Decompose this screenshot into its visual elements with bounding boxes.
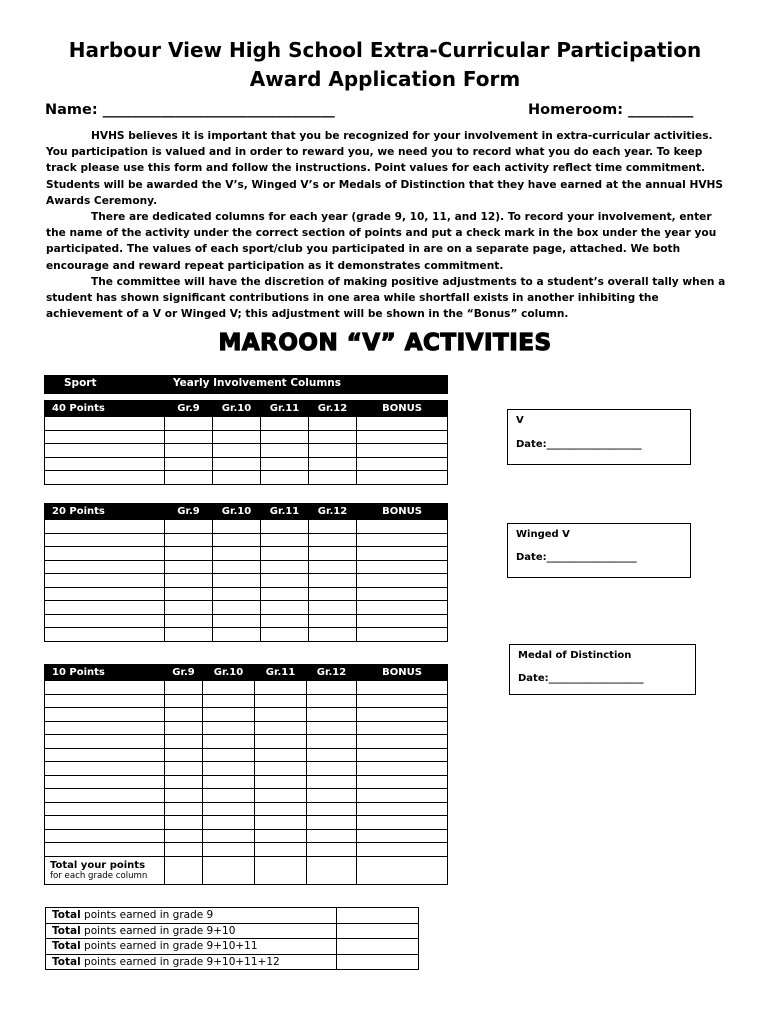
- grade-total-value-cell[interactable]: [337, 939, 419, 955]
- homeroom-field-label[interactable]: Homeroom: _________: [528, 102, 694, 118]
- activity-name-cell[interactable]: [45, 775, 165, 789]
- activity-name-cell[interactable]: [45, 829, 165, 843]
- check-cell[interactable]: [255, 721, 307, 735]
- check-cell[interactable]: [307, 802, 357, 816]
- check-cell[interactable]: [165, 789, 203, 803]
- activity-name-cell[interactable]: [45, 762, 165, 776]
- check-cell[interactable]: [203, 721, 255, 735]
- award-name: V: [516, 415, 524, 426]
- total-description: points earned in grade 9+10+11: [80, 940, 258, 953]
- check-cell[interactable]: [261, 560, 309, 574]
- check-cell[interactable]: [165, 614, 213, 628]
- check-cell[interactable]: [165, 457, 213, 471]
- check-cell[interactable]: [357, 748, 448, 762]
- check-cell[interactable]: [309, 574, 357, 588]
- check-cell[interactable]: [165, 816, 203, 830]
- check-cell[interactable]: [357, 775, 448, 789]
- check-cell[interactable]: [255, 681, 307, 695]
- award-date-field[interactable]: Date:___________________: [516, 439, 642, 450]
- check-cell[interactable]: [203, 681, 255, 695]
- check-cell[interactable]: [165, 829, 203, 843]
- check-cell[interactable]: [203, 816, 255, 830]
- points-label: 40 Points: [45, 401, 165, 417]
- check-cell[interactable]: [309, 614, 357, 628]
- sport-header: Sport: [64, 377, 97, 389]
- activity-name-cell[interactable]: [45, 614, 165, 628]
- check-cell[interactable]: [165, 533, 213, 547]
- check-cell[interactable]: [261, 471, 309, 485]
- column-header: Gr.12: [309, 504, 357, 520]
- grade-total-label: [46, 908, 337, 924]
- check-cell[interactable]: [357, 708, 448, 722]
- activity-name-cell[interactable]: [45, 721, 165, 735]
- award-box-v: [507, 409, 691, 465]
- check-cell[interactable]: [357, 471, 448, 485]
- grade-total-row: [46, 923, 419, 939]
- column-header: Gr.9: [165, 665, 203, 681]
- points-table-40: [44, 400, 448, 485]
- check-cell[interactable]: [357, 417, 448, 431]
- check-cell[interactable]: [357, 520, 448, 534]
- check-cell[interactable]: [213, 444, 261, 458]
- check-cell[interactable]: [213, 614, 261, 628]
- check-cell[interactable]: [255, 816, 307, 830]
- grade-total-row: [46, 954, 419, 970]
- check-cell[interactable]: [203, 802, 255, 816]
- title-line-1: Harbour View High School Extra-Curricular Participation: [68, 38, 702, 62]
- check-cell[interactable]: [203, 762, 255, 776]
- table-top-bar: [44, 375, 448, 394]
- check-cell[interactable]: [213, 471, 261, 485]
- check-cell[interactable]: [357, 457, 448, 471]
- yearly-involvement-header: Yearly Involvement Columns: [173, 377, 341, 389]
- column-header: BONUS: [357, 665, 448, 681]
- instructions-paragraph-1: HVHS believes it is important that you be recognized for your involvement in extra-curricular activities. You participation is valued and in order to reward you, we need you to record what you do each year. To keep track please use this form and follow the instructions. Point values for each activity reflect time commitment. Students will be awarded the V’s, Winged V’s or Medals of Distinction that they have earned at the annual HVHS Awards Ceremony.: [46, 130, 724, 207]
- check-cell[interactable]: [165, 762, 203, 776]
- check-cell[interactable]: [203, 708, 255, 722]
- activity-name-cell[interactable]: [45, 735, 165, 749]
- check-cell[interactable]: [309, 628, 357, 642]
- award-date-field[interactable]: Date:___________________: [518, 673, 644, 684]
- check-cell[interactable]: [307, 762, 357, 776]
- check-cell[interactable]: [165, 843, 203, 857]
- table-row: [45, 681, 448, 695]
- check-cell[interactable]: [357, 560, 448, 574]
- check-cell[interactable]: [307, 694, 357, 708]
- instructions-paragraph-3: The committee will have the discretion of making positive adjustments to a student’s overall tally when a student has shown significant contributions in one area while shortfall exists in another inhibiting the achievement of a V or Winged V; this adjustment will be shown in the “Bonus” column.: [46, 275, 726, 321]
- grade-total-label: [46, 939, 337, 955]
- table-row: [45, 816, 448, 830]
- check-cell[interactable]: [203, 775, 255, 789]
- name-field-label[interactable]: Name: ________________________________: [45, 102, 335, 118]
- check-cell[interactable]: [213, 560, 261, 574]
- check-cell[interactable]: [255, 829, 307, 843]
- form-title: [0, 36, 770, 94]
- check-cell[interactable]: [357, 533, 448, 547]
- award-box-winged-v: [507, 523, 691, 578]
- check-cell[interactable]: [203, 789, 255, 803]
- check-cell[interactable]: [357, 829, 448, 843]
- check-cell[interactable]: [261, 533, 309, 547]
- check-cell[interactable]: [357, 721, 448, 735]
- check-cell[interactable]: [165, 775, 203, 789]
- table-row: [45, 829, 448, 843]
- award-name: Winged V: [516, 529, 570, 540]
- activity-name-cell[interactable]: [45, 681, 165, 695]
- check-cell[interactable]: [261, 614, 309, 628]
- check-cell[interactable]: [357, 816, 448, 830]
- check-cell[interactable]: [165, 681, 203, 695]
- check-cell[interactable]: [213, 520, 261, 534]
- table-row: [45, 708, 448, 722]
- check-cell[interactable]: [203, 735, 255, 749]
- column-header: Gr.9: [165, 504, 213, 520]
- total-word: Total: [52, 940, 81, 953]
- total-word: Total: [52, 924, 81, 937]
- check-cell[interactable]: [307, 748, 357, 762]
- total-points-title: Total your points: [50, 859, 146, 871]
- column-header: BONUS: [357, 504, 448, 520]
- check-cell[interactable]: [165, 587, 213, 601]
- check-cell[interactable]: [261, 430, 309, 444]
- check-cell[interactable]: [309, 457, 357, 471]
- table-row: [45, 574, 448, 588]
- check-cell[interactable]: [255, 748, 307, 762]
- check-cell[interactable]: [307, 789, 357, 803]
- table-row: [45, 547, 448, 561]
- check-cell[interactable]: [203, 748, 255, 762]
- check-cell[interactable]: [165, 708, 203, 722]
- check-cell[interactable]: [357, 628, 448, 642]
- check-cell[interactable]: [307, 681, 357, 695]
- check-cell[interactable]: [165, 520, 213, 534]
- check-cell[interactable]: [165, 748, 203, 762]
- activity-name-cell[interactable]: [45, 520, 165, 534]
- check-cell[interactable]: [261, 601, 309, 615]
- check-cell[interactable]: [357, 735, 448, 749]
- check-cell[interactable]: [357, 614, 448, 628]
- activity-name-cell[interactable]: [45, 748, 165, 762]
- table-row: [45, 444, 448, 458]
- total-cell[interactable]: [307, 856, 357, 884]
- check-cell[interactable]: [255, 802, 307, 816]
- column-header: Gr.10: [213, 401, 261, 417]
- table-row: [45, 775, 448, 789]
- check-cell[interactable]: [357, 762, 448, 776]
- check-cell[interactable]: [357, 587, 448, 601]
- check-cell[interactable]: [307, 816, 357, 830]
- column-header: Gr.12: [309, 401, 357, 417]
- check-cell[interactable]: [165, 735, 203, 749]
- total-cell[interactable]: [255, 856, 307, 884]
- total-cell[interactable]: [203, 856, 255, 884]
- activity-name-cell[interactable]: [45, 628, 165, 642]
- check-cell[interactable]: [261, 547, 309, 561]
- section-heading: MAROON “V” ACTIVITIES: [218, 330, 552, 356]
- total-description: points earned in grade 9+10: [80, 924, 236, 937]
- column-header: Gr.10: [213, 504, 261, 520]
- check-cell[interactable]: [309, 587, 357, 601]
- check-cell[interactable]: [309, 444, 357, 458]
- table-row: [45, 762, 448, 776]
- activity-name-cell[interactable]: [45, 471, 165, 485]
- check-cell[interactable]: [213, 417, 261, 431]
- check-cell[interactable]: [165, 802, 203, 816]
- column-header: BONUS: [357, 401, 448, 417]
- check-cell[interactable]: [357, 802, 448, 816]
- check-cell[interactable]: [213, 601, 261, 615]
- check-cell[interactable]: [255, 735, 307, 749]
- check-cell[interactable]: [261, 457, 309, 471]
- check-cell[interactable]: [357, 601, 448, 615]
- grade-total-value-cell[interactable]: [337, 954, 419, 970]
- activity-name-cell[interactable]: [45, 587, 165, 601]
- table-row: [45, 735, 448, 749]
- check-cell[interactable]: [357, 789, 448, 803]
- activity-name-cell[interactable]: [45, 533, 165, 547]
- activity-name-cell[interactable]: [45, 816, 165, 830]
- check-cell[interactable]: [165, 444, 213, 458]
- check-cell[interactable]: [165, 601, 213, 615]
- check-cell[interactable]: [213, 430, 261, 444]
- total-description: points earned in grade 9: [80, 909, 214, 922]
- check-cell[interactable]: [203, 829, 255, 843]
- check-cell[interactable]: [255, 775, 307, 789]
- grade-total-value-cell[interactable]: [337, 908, 419, 924]
- points-table-20: [44, 503, 448, 642]
- check-cell[interactable]: [357, 574, 448, 588]
- check-cell[interactable]: [165, 560, 213, 574]
- check-cell[interactable]: [213, 457, 261, 471]
- activity-name-cell[interactable]: [45, 457, 165, 471]
- check-cell[interactable]: [261, 417, 309, 431]
- check-cell[interactable]: [213, 587, 261, 601]
- check-cell[interactable]: [213, 533, 261, 547]
- total-points-row: [45, 856, 448, 884]
- check-cell[interactable]: [255, 694, 307, 708]
- table-row: [45, 628, 448, 642]
- column-header: Gr.11: [255, 665, 307, 681]
- table-row: [45, 587, 448, 601]
- grade-totals-table: [45, 907, 419, 970]
- check-cell[interactable]: [203, 843, 255, 857]
- grade-total-value-cell[interactable]: [337, 923, 419, 939]
- check-cell[interactable]: [255, 843, 307, 857]
- activity-name-cell[interactable]: [45, 547, 165, 561]
- grade-total-row: [46, 939, 419, 955]
- table-row: [45, 843, 448, 857]
- table-row: [45, 694, 448, 708]
- table-row: [45, 560, 448, 574]
- grade-total-row: [46, 908, 419, 924]
- table-row: [45, 748, 448, 762]
- grade-total-label: [46, 954, 337, 970]
- check-cell[interactable]: [165, 430, 213, 444]
- check-cell[interactable]: [213, 547, 261, 561]
- total-word: Total: [52, 909, 81, 922]
- instructions: [46, 128, 726, 322]
- column-header: Gr.10: [203, 665, 255, 681]
- check-cell[interactable]: [255, 762, 307, 776]
- activity-name-cell[interactable]: [45, 430, 165, 444]
- check-cell[interactable]: [307, 735, 357, 749]
- points-label: 20 Points: [45, 504, 165, 520]
- points-label: 10 Points: [45, 665, 165, 681]
- table-row: [45, 417, 448, 431]
- check-cell[interactable]: [165, 471, 213, 485]
- table-row: [45, 520, 448, 534]
- check-cell[interactable]: [309, 471, 357, 485]
- grade-total-label: [46, 923, 337, 939]
- check-cell[interactable]: [165, 721, 203, 735]
- table-row: [45, 430, 448, 444]
- points-table-10: [44, 664, 448, 885]
- table-row: [45, 721, 448, 735]
- column-header: Gr.11: [261, 401, 309, 417]
- activity-name-cell[interactable]: [45, 694, 165, 708]
- check-cell[interactable]: [309, 560, 357, 574]
- check-cell[interactable]: [261, 520, 309, 534]
- table-row: [45, 802, 448, 816]
- check-cell[interactable]: [165, 417, 213, 431]
- check-cell[interactable]: [165, 574, 213, 588]
- activity-name-cell[interactable]: [45, 789, 165, 803]
- check-cell[interactable]: [309, 547, 357, 561]
- check-cell[interactable]: [261, 628, 309, 642]
- check-cell[interactable]: [255, 708, 307, 722]
- check-cell[interactable]: [203, 694, 255, 708]
- check-cell[interactable]: [357, 430, 448, 444]
- column-header: Gr.12: [307, 665, 357, 681]
- check-cell[interactable]: [255, 789, 307, 803]
- total-word: Total: [52, 956, 81, 969]
- table-row: [45, 457, 448, 471]
- award-name: Medal of Distinction: [518, 650, 632, 661]
- check-cell[interactable]: [307, 829, 357, 843]
- check-cell[interactable]: [357, 843, 448, 857]
- activity-name-cell[interactable]: [45, 417, 165, 431]
- check-cell[interactable]: [165, 628, 213, 642]
- check-cell[interactable]: [357, 694, 448, 708]
- check-cell[interactable]: [307, 708, 357, 722]
- check-cell[interactable]: [165, 547, 213, 561]
- activity-name-cell[interactable]: [45, 560, 165, 574]
- activity-name-cell[interactable]: [45, 574, 165, 588]
- total-description: points earned in grade 9+10+11+12: [80, 956, 280, 969]
- activity-name-cell[interactable]: [45, 444, 165, 458]
- check-cell[interactable]: [213, 628, 261, 642]
- check-cell[interactable]: [357, 444, 448, 458]
- check-cell[interactable]: [307, 721, 357, 735]
- title-line-2: Award Application Form: [249, 67, 521, 91]
- award-date-field[interactable]: Date:__________________: [516, 552, 637, 563]
- check-cell[interactable]: [213, 574, 261, 588]
- check-cell[interactable]: [309, 417, 357, 431]
- activity-name-cell[interactable]: [45, 843, 165, 857]
- check-cell[interactable]: [309, 430, 357, 444]
- table-row: [45, 614, 448, 628]
- activity-name-cell[interactable]: [45, 601, 165, 615]
- column-header: Gr.9: [165, 401, 213, 417]
- check-cell[interactable]: [307, 775, 357, 789]
- table-row: [45, 533, 448, 547]
- check-cell[interactable]: [261, 574, 309, 588]
- check-cell[interactable]: [357, 547, 448, 561]
- total-cell[interactable]: [357, 856, 448, 884]
- award-box-medal-of-distinction: [509, 644, 696, 695]
- check-cell[interactable]: [357, 681, 448, 695]
- check-cell[interactable]: [165, 694, 203, 708]
- check-cell[interactable]: [261, 444, 309, 458]
- check-cell[interactable]: [309, 601, 357, 615]
- table-row: [45, 471, 448, 485]
- check-cell[interactable]: [261, 587, 309, 601]
- check-cell[interactable]: [309, 520, 357, 534]
- check-cell[interactable]: [309, 533, 357, 547]
- activity-name-cell[interactable]: [45, 708, 165, 722]
- total-cell[interactable]: [165, 856, 203, 884]
- instructions-paragraph-2: There are dedicated columns for each year (grade 9, 10, 11, and 12). To record your involvement, enter the name of the activity under the correct section of points and put a check mark in the box under the year you participated. The values of each sport/club you participated in are on a separate page, attached. We both encourage and reward repeat participation as it demonstrates commitment.: [46, 211, 717, 272]
- table-row: [45, 601, 448, 615]
- total-points-subtitle: for each grade column: [50, 870, 148, 881]
- table-row: [45, 789, 448, 803]
- activity-name-cell[interactable]: [45, 802, 165, 816]
- total-points-label: [45, 856, 165, 884]
- check-cell[interactable]: [307, 843, 357, 857]
- column-header: Gr.11: [261, 504, 309, 520]
